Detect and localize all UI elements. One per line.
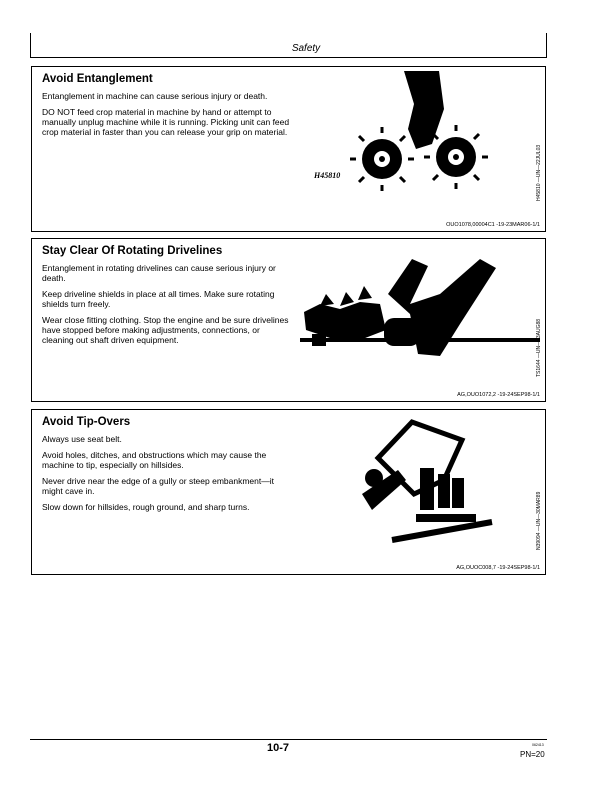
paragraph: Wear close fitting clothing. Stop the engine and be sure drivelines have stopped before making adjustments, connections, or cleaning out shaft driven equipment. (42, 315, 289, 345)
footer-code: 062413 (532, 743, 544, 747)
paragraph: Entanglement in machine can cause serious injury or death. (42, 91, 268, 101)
figure-code: TS1644 —UN—23AUG88 (536, 318, 542, 377)
section-reference: AG,OUOC008,7 -19-24SEP98-1/1 (456, 565, 540, 571)
driveline-entanglement-icon (300, 254, 540, 364)
figure-code: N39094 —UN—30MAR89 (536, 491, 542, 550)
section-reference: AG,OUO1072,2 -19-24SEP98-1/1 (457, 392, 540, 398)
section-title: Avoid Entanglement (42, 73, 153, 85)
section-body (42, 263, 292, 351)
section-body (42, 91, 292, 143)
paragraph: Entanglement in rotating drivelines can cause serious injury or death. (42, 263, 276, 283)
figure-label: H45810 (314, 171, 341, 180)
page-number: 10-7 (266, 742, 290, 754)
hand-entanglement-icon (344, 69, 534, 191)
section-title: Avoid Tip-Overs (42, 416, 131, 428)
paragraph: Always use seat belt. (42, 434, 122, 444)
figure-code: H45810 —UN—22JUL03 (536, 144, 542, 201)
header-rule (30, 57, 547, 58)
page-sequence: PN=20 (520, 750, 545, 759)
safety-section-drivelines (31, 238, 546, 402)
paragraph: DO NOT feed crop material in machine by hand or attempt to manually unplug machine while it is running. Picking unit can feed crop material in faster than you can release your grip on material. (42, 107, 290, 137)
paragraph: Never drive near the edge of a gully or steep embankment—it might cave in. (42, 476, 274, 496)
section-reference: OUO1078,00004C1 -19-23MAR06-1/1 (446, 222, 540, 228)
tractor-tipover-icon (332, 418, 502, 548)
safety-section-tipovers (31, 409, 546, 575)
paragraph: Slow down for hillsides, rough ground, and sharp turns. (42, 502, 250, 512)
paragraph: Keep driveline shields in place at all times. Make sure rotating shields turn freely. (42, 289, 275, 309)
section-title: Stay Clear Of Rotating Drivelines (42, 245, 223, 257)
section-body (42, 434, 292, 518)
paragraph: Avoid holes, ditches, and obstructions which may cause the machine to tip, especially on hillsides. (42, 450, 267, 470)
section-header: Safety (291, 43, 321, 54)
safety-section-entanglement (31, 66, 546, 232)
footer-rule (30, 739, 547, 740)
